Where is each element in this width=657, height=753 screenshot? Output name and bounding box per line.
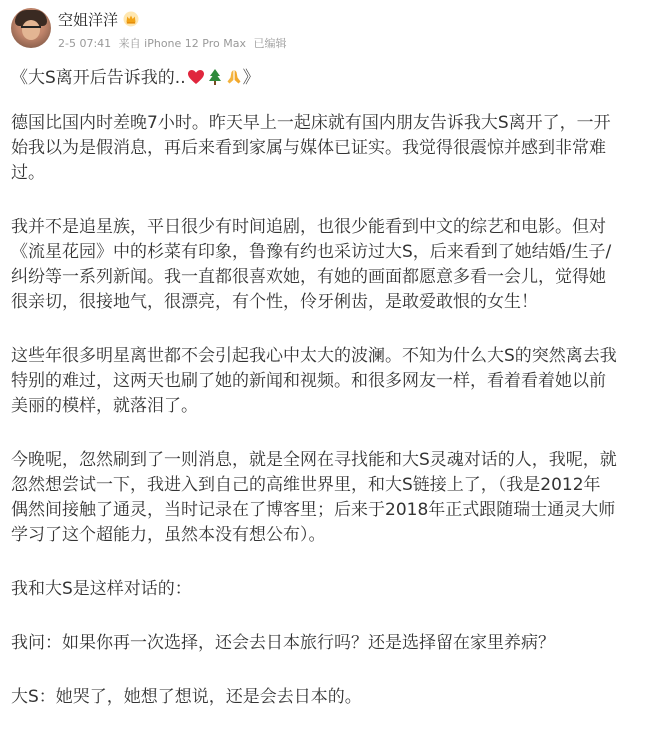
text-line: 德国比国内时差晚7小时。昨天早上一起床就有国内朋友告诉我大S离开了，一开 bbox=[11, 113, 611, 133]
paragraph-1 bbox=[11, 111, 651, 186]
post-header bbox=[0, 0, 657, 60]
paragraph-3 bbox=[11, 344, 651, 419]
crown-icon bbox=[123, 11, 139, 27]
post-body bbox=[11, 66, 651, 739]
post-date: 2-5 07:41 bbox=[58, 37, 112, 50]
text-line: 《流星花园》中的杉菜有印象，鲁豫有约也采访过大S，后来看到了她结婚/生子/ bbox=[11, 242, 612, 262]
heart-icon bbox=[187, 68, 205, 86]
post-title bbox=[11, 66, 651, 91]
text-line: 我并不是追星族，平日很少有时间追剧，也很少能看到中文的综艺和电影。但对 bbox=[11, 217, 606, 237]
post-meta bbox=[58, 35, 290, 51]
text-line: 偶然间接触了通灵，当时记录在了博客里；后来于2018年正式跟随瑞士通灵大师 bbox=[11, 500, 616, 520]
text-line: 纠纷等一系列新闻。我一直都很喜欢她，有她的画面都愿意多看一会儿，觉得她 bbox=[11, 267, 606, 287]
paragraph-2 bbox=[11, 215, 651, 315]
text-line: 过。 bbox=[11, 163, 45, 183]
text-line: 特别的难过，这两天也刷了她的新闻和视频。和很多网友一样，看着看着她以前 bbox=[11, 371, 606, 391]
paragraph-6 bbox=[11, 631, 651, 656]
text-line: 美丽的模样，就落泪了。 bbox=[11, 396, 198, 416]
text-line: 今晚呢，忽然刷到了一则消息，就是全网在寻找能和大S灵魂对话的人，我呢，就 bbox=[11, 450, 617, 470]
text-line: 这些年很多明星离世都不会引起我心中太大的波澜。不知为什么大S的突然离去我 bbox=[11, 346, 617, 366]
text-line: 我问：如果你再一次选择，还会去日本旅行吗？还是选择留在家里养病？ bbox=[11, 633, 555, 653]
username[interactable]: 空姐洋洋 bbox=[58, 11, 119, 29]
text-line: 忽然想尝试一下，我进入到自己的高维世界里，和大S链接上了，（我是2012年 bbox=[11, 475, 601, 495]
edited-label[interactable]: 已编辑 bbox=[253, 37, 287, 50]
paragraph-5 bbox=[11, 577, 651, 602]
text-line: 大S：她哭了，她想了想说，还是会去日本的。 bbox=[11, 687, 362, 707]
post-title-end: 》 bbox=[242, 68, 260, 88]
paragraph-7 bbox=[11, 685, 651, 710]
paragraph-4 bbox=[11, 448, 651, 548]
post-source: 来自 iPhone 12 Pro Max bbox=[118, 37, 246, 50]
avatar[interactable] bbox=[11, 8, 51, 48]
post-title-text: 《大S离开后告诉我的.. bbox=[11, 68, 186, 88]
avatar-glasses bbox=[21, 26, 41, 33]
tree-icon bbox=[206, 68, 224, 86]
text-line: 我和大S是这样对话的： bbox=[11, 579, 192, 599]
text-line: 学习了这个超能力，虽然本没有想公布）。 bbox=[11, 525, 326, 545]
text-line: 很亲切，很接地气，很漂亮，有个性，伶牙俐齿，是敢爱敢恨的女生！ bbox=[11, 292, 538, 312]
text-line: 始我以为是假消息，再后来看到家属与媒体已证实。我觉得很震惊并感到非常难 bbox=[11, 138, 606, 158]
praying-hands-icon bbox=[225, 68, 243, 86]
